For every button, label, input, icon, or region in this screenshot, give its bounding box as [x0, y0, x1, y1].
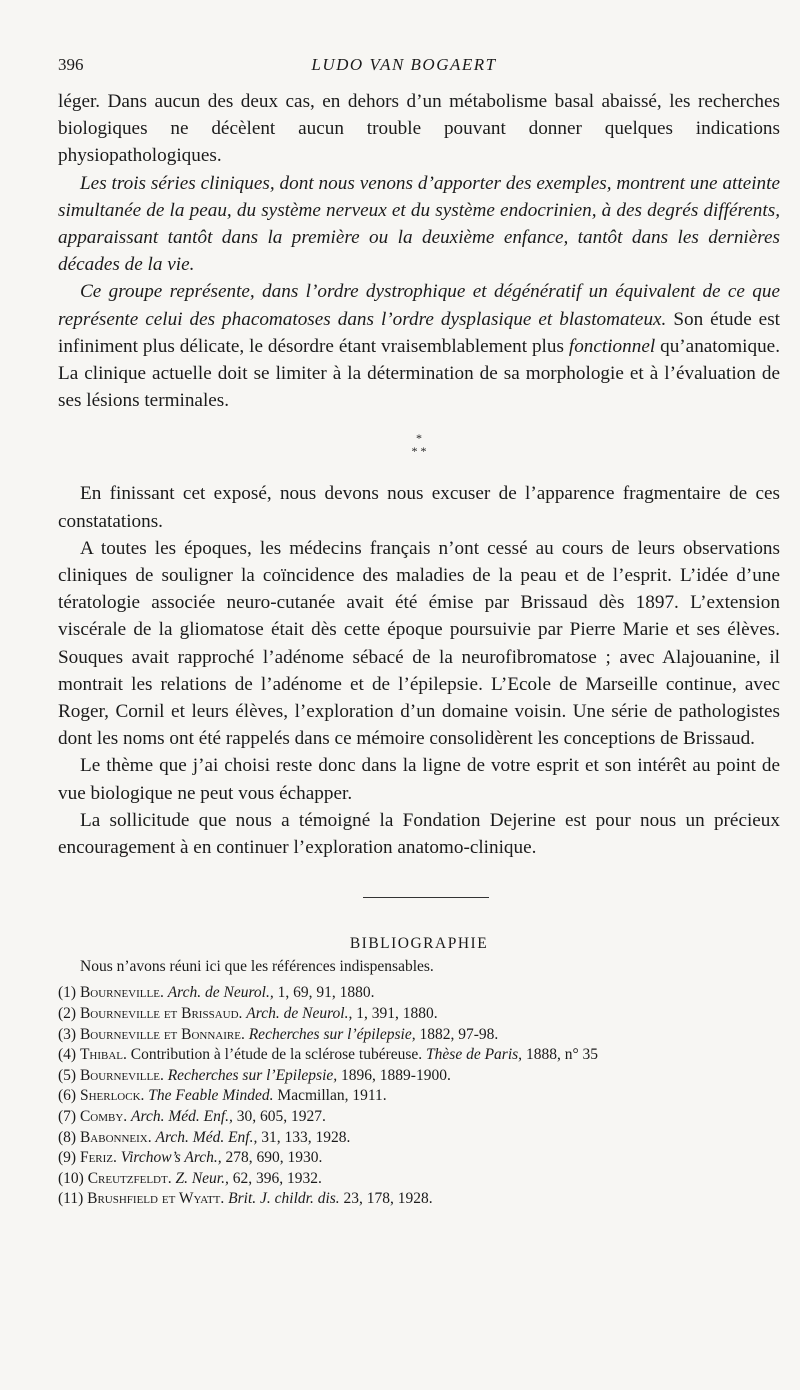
body-text: [58, 88, 780, 1210]
reference-details: 62, 396, 1932.: [228, 1169, 322, 1187]
reference-title: Recherches sur l’Epilepsie,: [167, 1066, 338, 1084]
reference-number: (5): [58, 1066, 80, 1084]
paragraph-3-text-a: Son étude est infiniment plus délicate, le désordre étant vraisemblablement plus: [58, 308, 780, 357]
page-number: 396: [58, 55, 84, 74]
reference-item: [58, 1066, 780, 1087]
reference-authors: Bourneville et Brissaud.: [79, 1005, 247, 1023]
reference-authors: Creutzfeldt.: [87, 1169, 176, 1187]
page-header: [58, 55, 750, 81]
paragraph-3-italic: Ce groupe représente, dans l’ordre dystrophique et dégénératif un équivalent de ce que représente celui des phacomatoses dans l’ordre dysplasique et blastomateux.: [58, 281, 780, 330]
reference-details: 1888, n° 35: [522, 1046, 599, 1064]
reference-details: 30, 605, 1927.: [232, 1108, 326, 1126]
reference-note: Contribution à l’étude de la sclérose tubéreuse.: [126, 1046, 427, 1064]
reference-number: (8): [58, 1128, 80, 1146]
paragraph-6: Le thème que j’ai choisi reste donc dans la ligne de votre esprit et son intérêt au point de vue biologique ne peut vous échapper.: [58, 755, 780, 804]
reference-item: [58, 1107, 780, 1128]
reference-number: (11): [58, 1190, 88, 1208]
reference-details: 23, 178, 1928.: [339, 1190, 433, 1208]
reference-number: (2): [58, 1005, 80, 1023]
reference-item: [58, 1128, 780, 1149]
reference-title: Brit. J. childr. dis.: [228, 1190, 340, 1208]
reference-details: Macmillan, 1911.: [273, 1087, 387, 1105]
reference-authors: Sherlock.: [79, 1087, 149, 1105]
reference-authors: Bourneville.: [79, 984, 168, 1002]
paragraph-3-italic-word: fonctionnel: [568, 335, 656, 357]
reference-title: Virchow’s Arch.,: [120, 1149, 222, 1167]
reference-authors: Brushfield et Wyatt.: [87, 1190, 229, 1208]
reference-number: (7): [58, 1108, 80, 1126]
divider-rule: [363, 897, 489, 898]
reference-item: [58, 983, 780, 1004]
reference-item: [58, 1025, 780, 1046]
reference-title: Recherches sur l’épilepsie,: [248, 1025, 416, 1043]
reference-details: 1, 391, 1880.: [352, 1005, 438, 1023]
stars-bottom: * *: [411, 444, 427, 459]
paragraph-3-text-b: qu’anatomique. La clinique actuelle doit se limiter à la détermination de sa morphologie et à l’évaluation de ses lésions terminales.: [58, 335, 780, 412]
reference-item: [58, 1148, 780, 1169]
reference-number: (3): [58, 1025, 80, 1043]
reference-item: [58, 1004, 780, 1025]
reference-authors: Bourneville.: [79, 1066, 168, 1084]
reference-title: Arch. de Neurol.,: [246, 1005, 353, 1023]
reference-number: (9): [58, 1149, 80, 1167]
reference-authors: Comby.: [79, 1108, 132, 1126]
reference-authors: Bourneville et Bonnaire.: [79, 1025, 249, 1043]
reference-title: Arch. Méd. Enf.,: [155, 1128, 258, 1146]
reference-item: [58, 1189, 780, 1210]
reference-authors: Thibal.: [79, 1046, 127, 1064]
running-title: LUDO VAN BOGAERT: [311, 55, 497, 74]
reference-item: [58, 1045, 780, 1066]
reference-number: (10): [58, 1169, 88, 1187]
paragraph-5: A toutes les époques, les médecins français n’ont cessé au cours de leurs observations cliniques de souligner la coïncidence des maladies de la peau et de l’esprit. L’idée d’une tératologie associée neuro-cutanée avait été émise par Brissaud dès 1897. L’extension viscérale de la gliomatose était dès cette époque poursuivie par Pierre Marie et ses élèves. Souques avait rapproché l’adénome sébacé de la neurofibromatose ; avec Alajouanine, il montrait les relations de l’adénome et de l’épilepsie. L’Ecole de Marseille continue, avec Roger, Cornil et leurs élèves, l’exploration d’un domaine voisin. Une série de pathologistes dont les noms ont été rappelés dans ce mémoire consolidèrent les conceptions de Brissaud.: [58, 537, 780, 750]
reference-title: Thèse de Paris,: [426, 1046, 523, 1064]
reference-list: [58, 983, 780, 1210]
paragraph-7: La sollicitude que nous a témoigné la Fondation Dejerine est pour nous un précieux encouragement à en continuer l’exploration anatomo-clinique.: [58, 809, 780, 859]
paragraph-4: En finissant cet exposé, nous devons nous excuser de l’apparence fragmentaire de ces constatations.: [58, 483, 780, 532]
paragraph-3: [58, 278, 780, 414]
reference-item: [58, 1169, 780, 1190]
reference-title: Z. Neur.,: [175, 1169, 229, 1187]
reference-number: (6): [58, 1087, 80, 1105]
reference-authors: Feriz.: [79, 1149, 121, 1167]
star-top: *: [416, 431, 422, 446]
section-separator: [58, 432, 780, 458]
reference-authors: Babonneix.: [79, 1128, 156, 1146]
reference-details: 31, 133, 1928.: [257, 1128, 351, 1146]
reference-number: (1): [58, 984, 80, 1002]
reference-number: (4): [58, 1046, 80, 1064]
reference-item: [58, 1086, 780, 1107]
reference-details: 1882, 97-98.: [415, 1025, 499, 1043]
bibliography-title: BIBLIOGRAPHIE: [349, 935, 489, 953]
reference-details: 278, 690, 1930.: [221, 1149, 323, 1167]
reference-title: The Feable Minded.: [148, 1087, 274, 1105]
bibliography-intro: Nous n’avons réuni ici que les références indispensables.: [80, 958, 434, 976]
paragraph-2: Les trois séries cliniques, dont nous venons d’apporter des exemples, montrent une atteinte simultanée de la peau, du système nerveux et du système endocrinien, à des degrés différents, apparaissant tantôt dans la première ou la deuxième enfance, tantôt dans les dernières décades de la vie.: [58, 172, 780, 276]
reference-title: Arch. de Neurol.,: [167, 984, 274, 1002]
reference-title: Arch. Méd. Enf.,: [131, 1108, 233, 1126]
reference-details: 1896, 1889-1900.: [337, 1066, 451, 1084]
paragraph-1: léger. Dans aucun des deux cas, en dehors d’un métabolisme basal abaissé, les recherches biologiques ne décèlent aucun trouble pouvant donner quelques indications physiopathologiques.: [58, 91, 780, 167]
reference-details: 1, 69, 91, 1880.: [273, 984, 375, 1002]
